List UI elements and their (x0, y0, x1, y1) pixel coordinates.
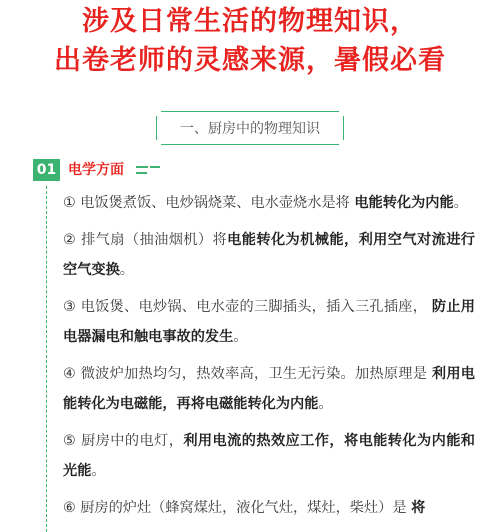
timeline-dashed-line (46, 186, 47, 532)
list-item (63, 292, 475, 352)
item-text: ③ 电饭煲、电炒锅、电水壶的三脚插头，插入三孔插座， (63, 299, 432, 315)
emphasis-text: 将 (411, 500, 426, 516)
list-item (63, 225, 475, 285)
main-title-line-2: 出卷老师的灵感来源，暑假必看 (54, 45, 446, 76)
emphasis-text: 利用电流的热效应工作，将电能转化为内能和光能 (63, 433, 475, 479)
item-text: ⑤ 厨房中的电灯， (63, 433, 184, 449)
section-heading: 一、厨房中的物理知识 (180, 121, 320, 137)
item-text: 。 (233, 329, 248, 345)
item-text: 。 (453, 195, 468, 211)
item-text: 。 (119, 262, 134, 278)
subsection-number-badge: 01 (33, 159, 60, 181)
list-item (63, 359, 475, 419)
list-item (63, 188, 475, 218)
emphasis-text: 电能转化为内能 (354, 195, 454, 211)
double-line-deco-icon (136, 164, 162, 176)
main-title-line-1: 涉及日常生活的物理知识， (82, 6, 418, 37)
emphasis-text: 电能转化为机械能，利用空气对流进行空气变换 (63, 232, 475, 278)
list-item (63, 426, 475, 486)
box-corner-notch (339, 140, 345, 146)
list-item (63, 493, 475, 523)
item-text: 。 (318, 396, 333, 412)
section-heading-box (156, 111, 344, 145)
box-corner-notch (155, 140, 161, 146)
emphasis-text: 利用电能转化为电磁能，再将电磁能转化为内能 (63, 366, 475, 412)
content-list (63, 188, 475, 530)
item-text: ② 排气扇（抽油烟机）将 (63, 232, 228, 248)
item-text: 。 (91, 463, 106, 479)
emphasis-text: 防止用电器漏电和触电事故的发生 (63, 299, 475, 345)
item-text: ① 电饭煲煮饭、电炒锅烧菜、电水壶烧水是将 (63, 195, 355, 211)
subsection-title: 电学方面 (68, 162, 124, 178)
item-text: ⑥ 厨房的炉灶（蜂窝煤灶，液化气灶，煤灶，柴灶）是 (63, 500, 412, 516)
box-corner-notch (155, 110, 161, 116)
item-text: ④ 微波炉加热均匀，热效率高，卫生无污染。加热原理是 (63, 366, 432, 382)
box-corner-notch (339, 110, 345, 116)
